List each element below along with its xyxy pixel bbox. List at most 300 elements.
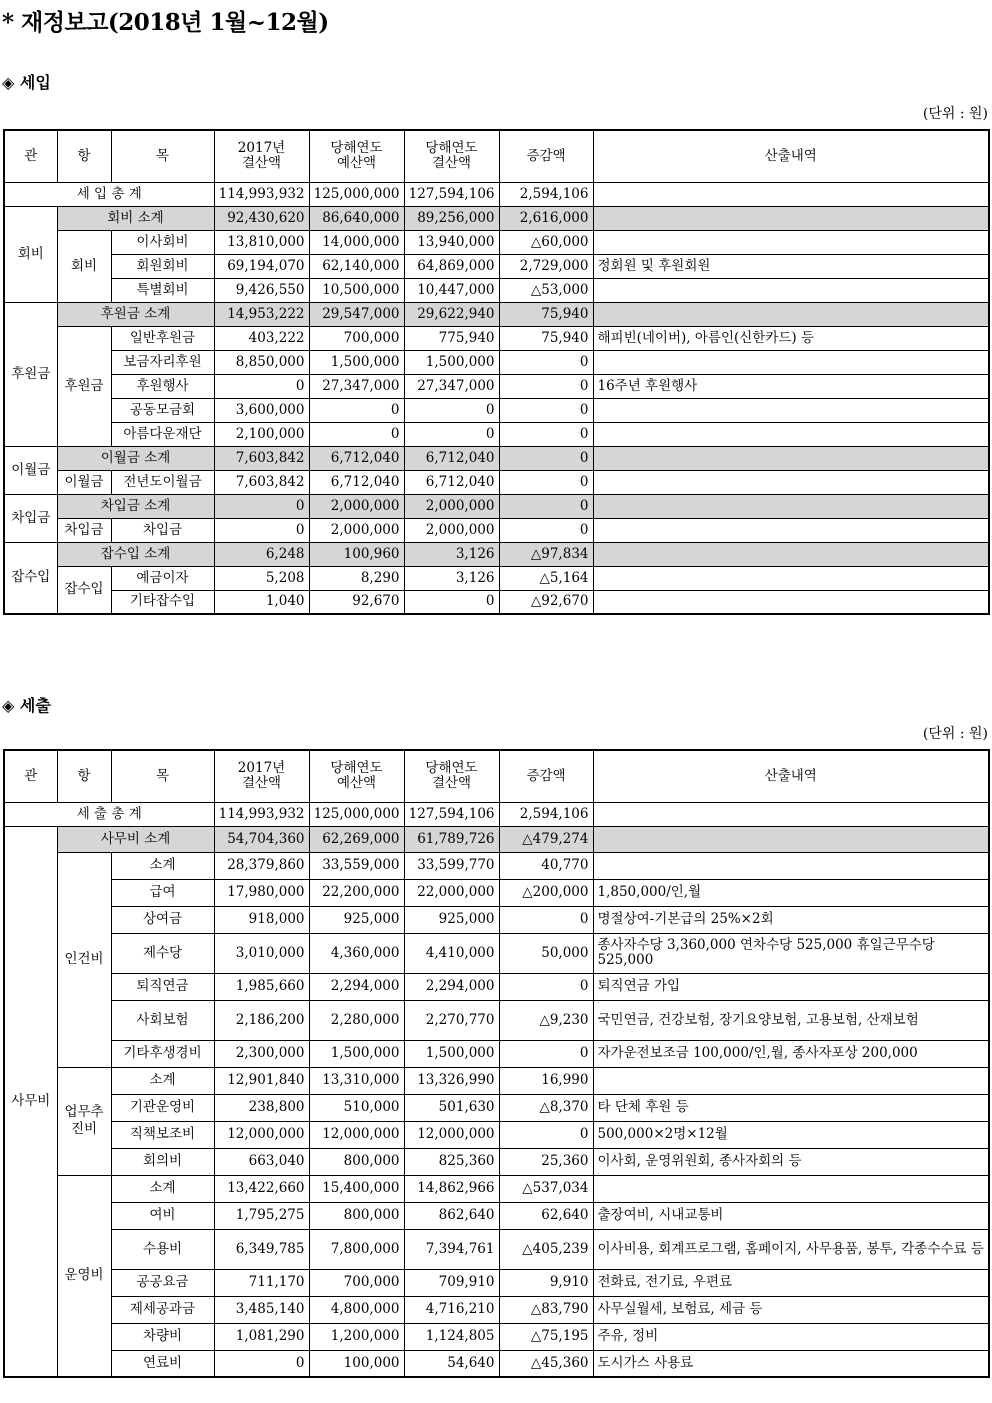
amount-cell: △92,670: [499, 590, 593, 614]
hang-cell: 후원금: [57, 326, 111, 446]
column-header: 증감액: [499, 130, 593, 182]
detail-cell: [593, 182, 989, 206]
subtotal-row: [4, 494, 989, 518]
detail-cell: [593, 470, 989, 494]
table-row: [4, 1269, 989, 1296]
item-name: 직책보조비: [111, 1121, 214, 1148]
subtotal-label: 회비 소계: [57, 206, 214, 230]
subtotal-label: 이월금 소계: [57, 446, 214, 470]
hang-cell: 운영비: [57, 1175, 111, 1377]
amount-cell: 3,126: [404, 542, 499, 566]
amount-cell: 14,000,000: [309, 230, 404, 254]
amount-cell: 92,430,620: [214, 206, 309, 230]
amount-cell: 75,940: [499, 326, 593, 350]
amount-cell: 14,953,222: [214, 302, 309, 326]
amount-cell: 50,000: [499, 933, 593, 973]
amount-cell: 0: [499, 350, 593, 374]
column-header: 당해연도 예산액: [309, 130, 404, 182]
table-row: [4, 906, 989, 933]
detail-cell: 이사회, 운영위원회, 종사자회의 등: [593, 1148, 989, 1175]
amount-cell: 86,640,000: [309, 206, 404, 230]
detail-cell: 퇴직연금 가입: [593, 973, 989, 1000]
hang-cell: 회비: [57, 230, 111, 302]
amount-cell: 0: [499, 494, 593, 518]
amount-cell: 29,622,940: [404, 302, 499, 326]
amount-cell: 2,186,200: [214, 1000, 309, 1040]
column-header: 산출내역: [593, 130, 989, 182]
amount-cell: 0: [499, 422, 593, 446]
detail-cell: [593, 518, 989, 542]
amount-cell: 13,422,660: [214, 1175, 309, 1202]
amount-cell: 3,010,000: [214, 933, 309, 973]
amount-cell: 0: [499, 1040, 593, 1067]
amount-cell: 7,800,000: [309, 1229, 404, 1269]
item-name: 기관운영비: [111, 1094, 214, 1121]
detail-cell: 도시가스 사용료: [593, 1350, 989, 1377]
amount-cell: 2,594,106: [499, 182, 593, 206]
amount-cell: 0: [499, 518, 593, 542]
amount-cell: 22,200,000: [309, 879, 404, 906]
amount-cell: 114,993,932: [214, 802, 309, 826]
amount-cell: 25,360: [499, 1148, 593, 1175]
amount-cell: 0: [499, 470, 593, 494]
item-name: 특별회비: [111, 278, 214, 302]
amount-cell: △8,370: [499, 1094, 593, 1121]
item-name: 회원회비: [111, 254, 214, 278]
amount-cell: 4,716,210: [404, 1296, 499, 1323]
table-row: [4, 973, 989, 1000]
amount-cell: 925,000: [404, 906, 499, 933]
table-row: [4, 470, 989, 494]
column-header: 목: [111, 130, 214, 182]
detail-cell: 타 단체 후원 등: [593, 1094, 989, 1121]
item-name: 이사회비: [111, 230, 214, 254]
item-name: 차량비: [111, 1323, 214, 1350]
amount-cell: 5,208: [214, 566, 309, 590]
table-row: [4, 398, 989, 422]
amount-cell: 12,000,000: [214, 1121, 309, 1148]
header-row: [4, 750, 989, 802]
amount-cell: △537,034: [499, 1175, 593, 1202]
table-row: [4, 278, 989, 302]
item-name: 급여: [111, 879, 214, 906]
amount-cell: 2,000,000: [404, 494, 499, 518]
detail-cell: [593, 206, 989, 230]
hang-cell: 차입금: [57, 518, 111, 542]
amount-cell: △60,000: [499, 230, 593, 254]
header-row: [4, 130, 989, 182]
detail-cell: 자가운전보조금 100,000/인,월, 종사자포상 200,000: [593, 1040, 989, 1067]
amount-cell: 501,630: [404, 1094, 499, 1121]
item-name: 보금자리후원: [111, 350, 214, 374]
page-title: * 재정보고(2018년 1월~12월): [2, 9, 329, 36]
amount-cell: 1,081,290: [214, 1323, 309, 1350]
amount-cell: 800,000: [309, 1148, 404, 1175]
amount-cell: 17,980,000: [214, 879, 309, 906]
amount-cell: △97,834: [499, 542, 593, 566]
hang-cell: 인건비: [57, 852, 111, 1067]
amount-cell: 14,862,966: [404, 1175, 499, 1202]
detail-cell: 정회원 및 후원회원: [593, 254, 989, 278]
amount-cell: 2,594,106: [499, 802, 593, 826]
amount-cell: 75,940: [499, 302, 593, 326]
amount-cell: 2,294,000: [309, 973, 404, 1000]
item-name: 기타후생경비: [111, 1040, 214, 1067]
amount-cell: 2,000,000: [309, 494, 404, 518]
amount-cell: 13,326,990: [404, 1067, 499, 1094]
amount-cell: 1,200,000: [309, 1323, 404, 1350]
subtotal-row: [4, 206, 989, 230]
amount-cell: 40,770: [499, 852, 593, 879]
item-name: 사회보험: [111, 1000, 214, 1040]
amount-cell: 1,040: [214, 590, 309, 614]
amount-cell: 29,547,000: [309, 302, 404, 326]
amount-cell: 27,347,000: [404, 374, 499, 398]
amount-cell: 33,599,770: [404, 852, 499, 879]
amount-cell: 54,704,360: [214, 826, 309, 852]
amount-cell: 12,901,840: [214, 1067, 309, 1094]
column-header: 관: [4, 750, 57, 802]
amount-cell: 9,910: [499, 1269, 593, 1296]
table-row: [4, 1040, 989, 1067]
table-row: [4, 879, 989, 906]
amount-cell: △45,360: [499, 1350, 593, 1377]
table-row: [4, 326, 989, 350]
amount-cell: 0: [214, 1350, 309, 1377]
item-name: 연료비: [111, 1350, 214, 1377]
gwan-cell: 후원금: [4, 302, 57, 446]
amount-cell: 2,000,000: [404, 518, 499, 542]
item-name: 소계: [111, 852, 214, 879]
amount-cell: 28,379,860: [214, 852, 309, 879]
item-name: 예금이자: [111, 566, 214, 590]
amount-cell: 12,000,000: [309, 1121, 404, 1148]
item-name: 수용비: [111, 1229, 214, 1269]
amount-cell: 1,985,660: [214, 973, 309, 1000]
amount-cell: 8,850,000: [214, 350, 309, 374]
amount-cell: 1,124,805: [404, 1323, 499, 1350]
column-header: 목: [111, 750, 214, 802]
total-row: [4, 802, 989, 826]
detail-cell: 전화료, 전기료, 우편료: [593, 1269, 989, 1296]
subtotal-label: 후원금 소계: [57, 302, 214, 326]
amount-cell: 0: [499, 906, 593, 933]
detail-cell: [593, 590, 989, 614]
item-name: 소계: [111, 1175, 214, 1202]
item-name: 후원행사: [111, 374, 214, 398]
amount-cell: △53,000: [499, 278, 593, 302]
table-row: [4, 422, 989, 446]
amount-cell: 62,269,000: [309, 826, 404, 852]
amount-cell: 711,170: [214, 1269, 309, 1296]
amount-cell: 10,500,000: [309, 278, 404, 302]
subtotal-label: 차입금 소계: [57, 494, 214, 518]
subtotal-row: [4, 826, 989, 852]
gwan-cell: 사무비: [4, 826, 57, 1377]
amount-cell: 125,000,000: [309, 182, 404, 206]
amount-cell: 16,990: [499, 1067, 593, 1094]
amount-cell: 403,222: [214, 326, 309, 350]
detail-cell: 사무실월세, 보험료, 세금 등: [593, 1296, 989, 1323]
total-row: [4, 182, 989, 206]
detail-cell: [593, 350, 989, 374]
amount-cell: 33,559,000: [309, 852, 404, 879]
item-name: 공동모금회: [111, 398, 214, 422]
amount-cell: 13,810,000: [214, 230, 309, 254]
item-name: 상여금: [111, 906, 214, 933]
detail-cell: 500,000×2명×12월: [593, 1121, 989, 1148]
amount-cell: 1,500,000: [404, 350, 499, 374]
table-row: [4, 590, 989, 614]
amount-cell: 127,594,106: [404, 182, 499, 206]
table-row: [4, 374, 989, 398]
expense-table: [3, 749, 990, 1378]
detail-cell: [593, 446, 989, 470]
detail-cell: [593, 826, 989, 852]
amount-cell: 2,300,000: [214, 1040, 309, 1067]
amount-cell: 54,640: [404, 1350, 499, 1377]
amount-cell: 825,360: [404, 1148, 499, 1175]
amount-cell: 700,000: [309, 1269, 404, 1296]
amount-cell: 510,000: [309, 1094, 404, 1121]
table-row: [4, 350, 989, 374]
column-header: 당해연도 결산액: [404, 130, 499, 182]
total-label: 세 출 총 계: [4, 802, 214, 826]
amount-cell: 0: [214, 374, 309, 398]
table-row: [4, 1175, 989, 1202]
item-name: 여비: [111, 1202, 214, 1229]
gwan-cell: 이월금: [4, 446, 57, 494]
detail-cell: [593, 302, 989, 326]
item-name: 차입금: [111, 518, 214, 542]
item-name: 소계: [111, 1067, 214, 1094]
amount-cell: △83,790: [499, 1296, 593, 1323]
income-table: [3, 129, 990, 615]
amount-cell: 4,800,000: [309, 1296, 404, 1323]
amount-cell: 8,290: [309, 566, 404, 590]
amount-cell: 2,000,000: [309, 518, 404, 542]
detail-cell: 1,850,000/인,월: [593, 879, 989, 906]
amount-cell: △405,239: [499, 1229, 593, 1269]
amount-cell: 15,400,000: [309, 1175, 404, 1202]
amount-cell: 13,310,000: [309, 1067, 404, 1094]
column-header: 당해연도 예산액: [309, 750, 404, 802]
item-name: 전년도이월금: [111, 470, 214, 494]
expense-heading: ◈ 세출: [2, 696, 51, 715]
amount-cell: 800,000: [309, 1202, 404, 1229]
item-name: 기타잡수입: [111, 590, 214, 614]
amount-cell: 2,280,000: [309, 1000, 404, 1040]
table-row: [4, 254, 989, 278]
amount-cell: 2,270,770: [404, 1000, 499, 1040]
hang-cell: 이월금: [57, 470, 111, 494]
hang-cell: 잡수입: [57, 566, 111, 614]
amount-cell: 2,294,000: [404, 973, 499, 1000]
column-header: 2017년 결산액: [214, 130, 309, 182]
detail-cell: [593, 802, 989, 826]
table-row: [4, 1296, 989, 1323]
table-row: [4, 566, 989, 590]
amount-cell: 6,248: [214, 542, 309, 566]
item-name: 일반후원금: [111, 326, 214, 350]
detail-cell: 출장여비, 시내교통비: [593, 1202, 989, 1229]
amount-cell: 0: [214, 494, 309, 518]
table-row: [4, 1323, 989, 1350]
detail-cell: 해피빈(네이버), 아름인(신한카드) 등: [593, 326, 989, 350]
amount-cell: △5,164: [499, 566, 593, 590]
table-row: [4, 1202, 989, 1229]
amount-cell: △479,274: [499, 826, 593, 852]
amount-cell: 3,485,140: [214, 1296, 309, 1323]
amount-cell: 0: [499, 446, 593, 470]
gwan-cell: 회비: [4, 206, 57, 302]
amount-cell: 1,500,000: [309, 1040, 404, 1067]
subtotal-row: [4, 542, 989, 566]
amount-cell: 7,603,842: [214, 470, 309, 494]
amount-cell: 918,000: [214, 906, 309, 933]
table-row: [4, 1148, 989, 1175]
amount-cell: 0: [214, 518, 309, 542]
income-unit: (단위 : 원): [922, 106, 988, 122]
table-row: [4, 1121, 989, 1148]
table-row: [4, 1350, 989, 1377]
detail-cell: 명절상여-기본급의 25%×2회: [593, 906, 989, 933]
amount-cell: 3,126: [404, 566, 499, 590]
item-name: 아름다운재단: [111, 422, 214, 446]
amount-cell: △75,195: [499, 1323, 593, 1350]
amount-cell: 100,000: [309, 1350, 404, 1377]
amount-cell: 700,000: [309, 326, 404, 350]
amount-cell: 127,594,106: [404, 802, 499, 826]
amount-cell: 238,800: [214, 1094, 309, 1121]
amount-cell: 27,347,000: [309, 374, 404, 398]
subtotal-row: [4, 302, 989, 326]
detail-cell: [593, 494, 989, 518]
amount-cell: 0: [499, 1121, 593, 1148]
column-header: 증감액: [499, 750, 593, 802]
table-row: [4, 1000, 989, 1040]
amount-cell: 0: [309, 398, 404, 422]
expense-unit: (단위 : 원): [922, 726, 988, 742]
amount-cell: 0: [404, 422, 499, 446]
table-row: [4, 1067, 989, 1094]
amount-cell: △9,230: [499, 1000, 593, 1040]
amount-cell: 64,869,000: [404, 254, 499, 278]
amount-cell: 114,993,932: [214, 182, 309, 206]
column-header: 관: [4, 130, 57, 182]
amount-cell: 9,426,550: [214, 278, 309, 302]
detail-cell: [593, 278, 989, 302]
detail-cell: [593, 566, 989, 590]
amount-cell: 69,194,070: [214, 254, 309, 278]
amount-cell: 92,670: [309, 590, 404, 614]
column-header: 항: [57, 130, 111, 182]
amount-cell: 61,789,726: [404, 826, 499, 852]
detail-cell: [593, 1067, 989, 1094]
subtotal-label: 사무비 소계: [57, 826, 214, 852]
column-header: 항: [57, 750, 111, 802]
detail-cell: [593, 230, 989, 254]
amount-cell: 100,960: [309, 542, 404, 566]
amount-cell: 1,795,275: [214, 1202, 309, 1229]
amount-cell: 0: [499, 374, 593, 398]
amount-cell: 125,000,000: [309, 802, 404, 826]
table-row: [4, 852, 989, 879]
amount-cell: 6,349,785: [214, 1229, 309, 1269]
detail-cell: [593, 852, 989, 879]
table-row: [4, 933, 989, 973]
item-name: 공공요금: [111, 1269, 214, 1296]
detail-cell: 16주년 후원행사: [593, 374, 989, 398]
amount-cell: 6,712,040: [404, 470, 499, 494]
amount-cell: 6,712,040: [309, 446, 404, 470]
amount-cell: 0: [404, 590, 499, 614]
amount-cell: 6,712,040: [404, 446, 499, 470]
amount-cell: 1,500,000: [404, 1040, 499, 1067]
table-row: [4, 1229, 989, 1269]
amount-cell: 62,140,000: [309, 254, 404, 278]
amount-cell: 10,447,000: [404, 278, 499, 302]
column-header: 산출내역: [593, 750, 989, 802]
column-header: 2017년 결산액: [214, 750, 309, 802]
subtotal-label: 잡수입 소계: [57, 542, 214, 566]
detail-cell: 이사비용, 회계프로그램, 홈페이지, 사무용품, 봉투, 각종수수료 등: [593, 1229, 989, 1269]
amount-cell: 925,000: [309, 906, 404, 933]
detail-cell: [593, 398, 989, 422]
hang-cell: 업무추진비: [57, 1067, 111, 1175]
detail-cell: [593, 1175, 989, 1202]
detail-cell: [593, 422, 989, 446]
amount-cell: 2,100,000: [214, 422, 309, 446]
detail-cell: 종사자수당 3,360,000 연차수당 525,000 휴일근무수당 525,000: [593, 933, 989, 973]
amount-cell: 4,360,000: [309, 933, 404, 973]
amount-cell: 4,410,000: [404, 933, 499, 973]
amount-cell: 709,910: [404, 1269, 499, 1296]
item-name: 회의비: [111, 1148, 214, 1175]
amount-cell: 0: [499, 398, 593, 422]
amount-cell: 13,940,000: [404, 230, 499, 254]
amount-cell: 7,603,842: [214, 446, 309, 470]
column-header: 당해연도 결산액: [404, 750, 499, 802]
amount-cell: 2,729,000: [499, 254, 593, 278]
table-row: [4, 518, 989, 542]
gwan-cell: 잡수입: [4, 542, 57, 614]
detail-cell: 국민연금, 건강보험, 장기요양보험, 고용보험, 산재보험: [593, 1000, 989, 1040]
item-name: 제수당: [111, 933, 214, 973]
amount-cell: 663,040: [214, 1148, 309, 1175]
total-label: 세 입 총 계: [4, 182, 214, 206]
amount-cell: 7,394,761: [404, 1229, 499, 1269]
amount-cell: 862,640: [404, 1202, 499, 1229]
amount-cell: 0: [499, 973, 593, 1000]
amount-cell: 6,712,040: [309, 470, 404, 494]
amount-cell: 0: [404, 398, 499, 422]
table-row: [4, 1094, 989, 1121]
amount-cell: 89,256,000: [404, 206, 499, 230]
amount-cell: △200,000: [499, 879, 593, 906]
income-heading: ◈ 세입: [2, 73, 51, 92]
amount-cell: 2,616,000: [499, 206, 593, 230]
amount-cell: 3,600,000: [214, 398, 309, 422]
amount-cell: 775,940: [404, 326, 499, 350]
amount-cell: 62,640: [499, 1202, 593, 1229]
amount-cell: 0: [309, 422, 404, 446]
amount-cell: 1,500,000: [309, 350, 404, 374]
table-row: [4, 230, 989, 254]
detail-cell: 주유, 정비: [593, 1323, 989, 1350]
amount-cell: 12,000,000: [404, 1121, 499, 1148]
gwan-cell: 차입금: [4, 494, 57, 542]
